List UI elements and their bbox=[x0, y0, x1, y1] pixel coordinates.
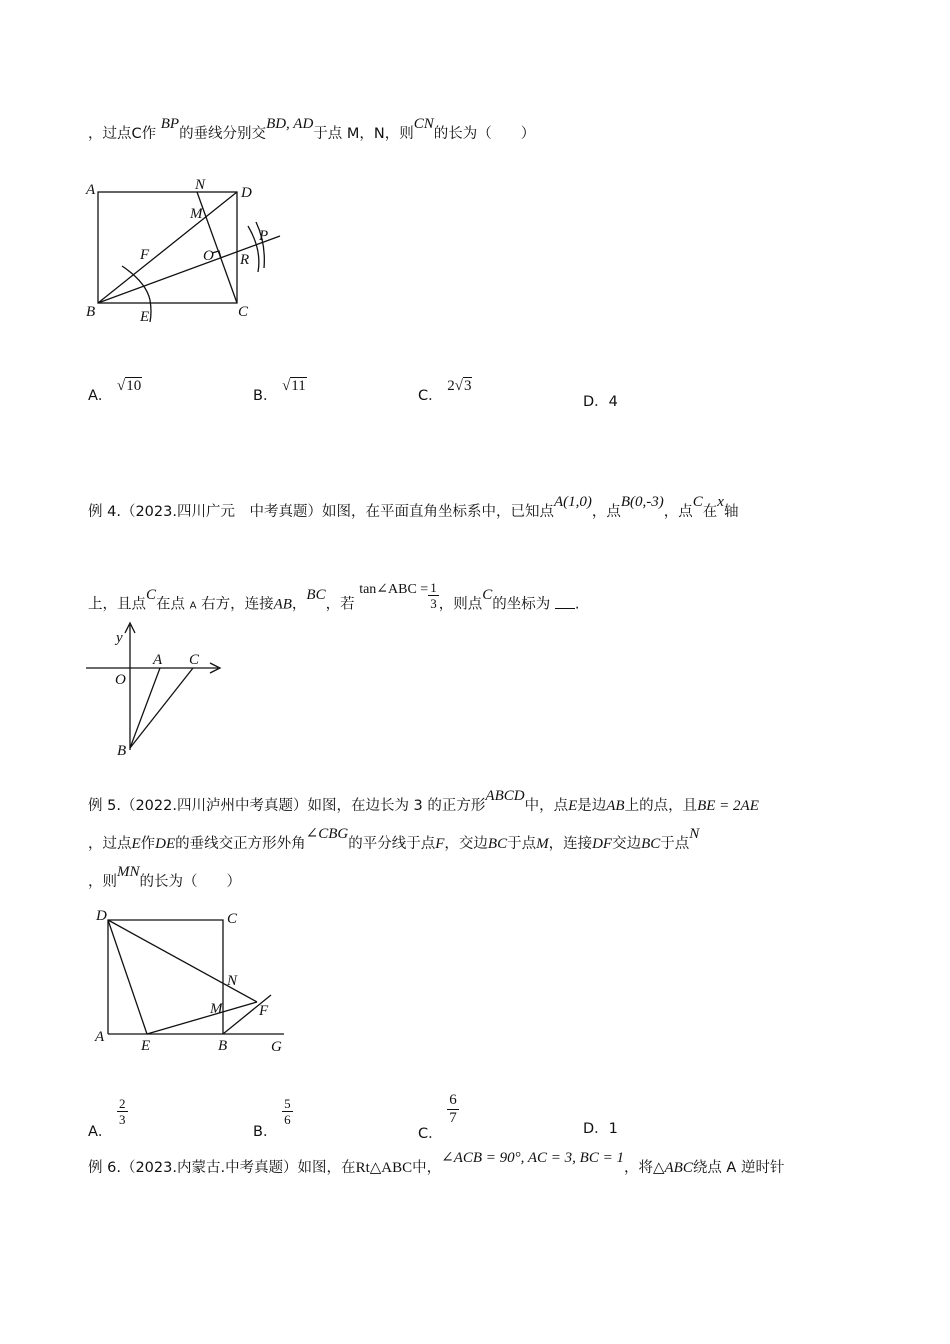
q3-label-d: D bbox=[241, 185, 252, 201]
q4-label-y: y bbox=[116, 630, 123, 646]
q5-label-b: B bbox=[218, 1038, 228, 1054]
q5-option-c-value: $\frac{6}{7}$ bbox=[449, 1092, 457, 1126]
q5-line-1: 例 5.（2022.四川泸州中考真题）如图，在边长为 3 的正方形ABCD中，点E是边AB上的点，且BE = 2AE bbox=[88, 788, 759, 814]
q5-option-b[interactable]: B． $\frac{5}{6}$ bbox=[253, 1096, 291, 1140]
q5-label-c: C bbox=[227, 911, 238, 927]
q3-label-r: R bbox=[240, 252, 250, 268]
q5-line-2: ，过点E作DE的垂线交正方形外角∠CBG的平分线于点F，交边BC于点M，连接DF交边BC于点N bbox=[88, 826, 700, 852]
q5-label-f: F bbox=[259, 1003, 269, 1019]
q3-option-c-value: 2√3 bbox=[447, 378, 472, 394]
q5-label-n: N bbox=[227, 973, 238, 989]
q5-label-a: A bbox=[95, 1029, 105, 1045]
q3-label-b: B bbox=[86, 304, 96, 320]
q3-option-a[interactable]: A． √10 bbox=[88, 378, 142, 404]
q3-option-b[interactable]: B． √11 bbox=[253, 378, 306, 404]
q5-label-g: G bbox=[271, 1039, 282, 1055]
q4-label-c: C bbox=[189, 652, 200, 668]
q3-option-d[interactable]: D．4 bbox=[583, 394, 618, 410]
q3-label-f: F bbox=[140, 247, 150, 263]
q5-option-a[interactable]: A． $\frac{2}{3}$ bbox=[88, 1096, 126, 1140]
q5-option-c[interactable]: C． $\frac{6}{7}$ bbox=[418, 1092, 457, 1142]
q5-line-3: ，则MN的长为（ ） bbox=[88, 864, 241, 890]
q3-label-a: A bbox=[86, 182, 96, 198]
answer-blank[interactable] bbox=[555, 596, 575, 609]
q3-label-m: M bbox=[190, 206, 203, 222]
q4-label-b: B bbox=[117, 743, 127, 759]
q3-label-c: C bbox=[238, 304, 249, 320]
q3-option-b-value: √11 bbox=[282, 378, 306, 394]
q4-label-o: O bbox=[115, 672, 126, 688]
q3-option-c[interactable]: C． 2√3 bbox=[418, 378, 472, 404]
q3-option-a-value: √10 bbox=[117, 378, 142, 394]
q5-label-e: E bbox=[141, 1038, 151, 1054]
q5-option-b-value: $\frac{5}{6}$ bbox=[284, 1096, 291, 1127]
q4-line-1: 例 4.（2023.四川广元 中考真题）如图，在平面直角坐标系中，已知点A(1,0)，点B(0,-3)，点C在x轴 bbox=[88, 494, 739, 520]
q3-label-n: N bbox=[195, 177, 206, 193]
q4-line-2: 上，且点C在点 A 右方，连接AB，BC，若 tan∠ABC = $\frac{1}{3}$ ，则点C的坐标为 . bbox=[88, 580, 580, 613]
q5-label-m: M bbox=[210, 1001, 223, 1017]
q4-tan-expression: tan∠ABC = $\frac{1}{3}$ bbox=[359, 580, 437, 611]
q6-line-1: 例 6.（2023.内蒙古.中考真题）如图，在Rt△ABC中，∠ACB = 90°, AC = 3, BC = 1，将△ABC绕点 A 逆时针 bbox=[88, 1150, 785, 1176]
q5-option-d[interactable]: D．1 bbox=[583, 1121, 618, 1137]
q5-option-a-value: $\frac{2}{3}$ bbox=[119, 1096, 126, 1127]
q3-label-o: O bbox=[203, 248, 214, 264]
q5-label-d: D bbox=[96, 908, 107, 924]
q3-question-text: ，过点C作 BP的垂线分别交BD, AD于点 M，N，则CN的长为（ ） bbox=[88, 116, 536, 142]
q3-label-e: E bbox=[140, 309, 150, 325]
q3-label-p: P bbox=[259, 228, 269, 244]
q4-label-a: A bbox=[153, 652, 163, 668]
